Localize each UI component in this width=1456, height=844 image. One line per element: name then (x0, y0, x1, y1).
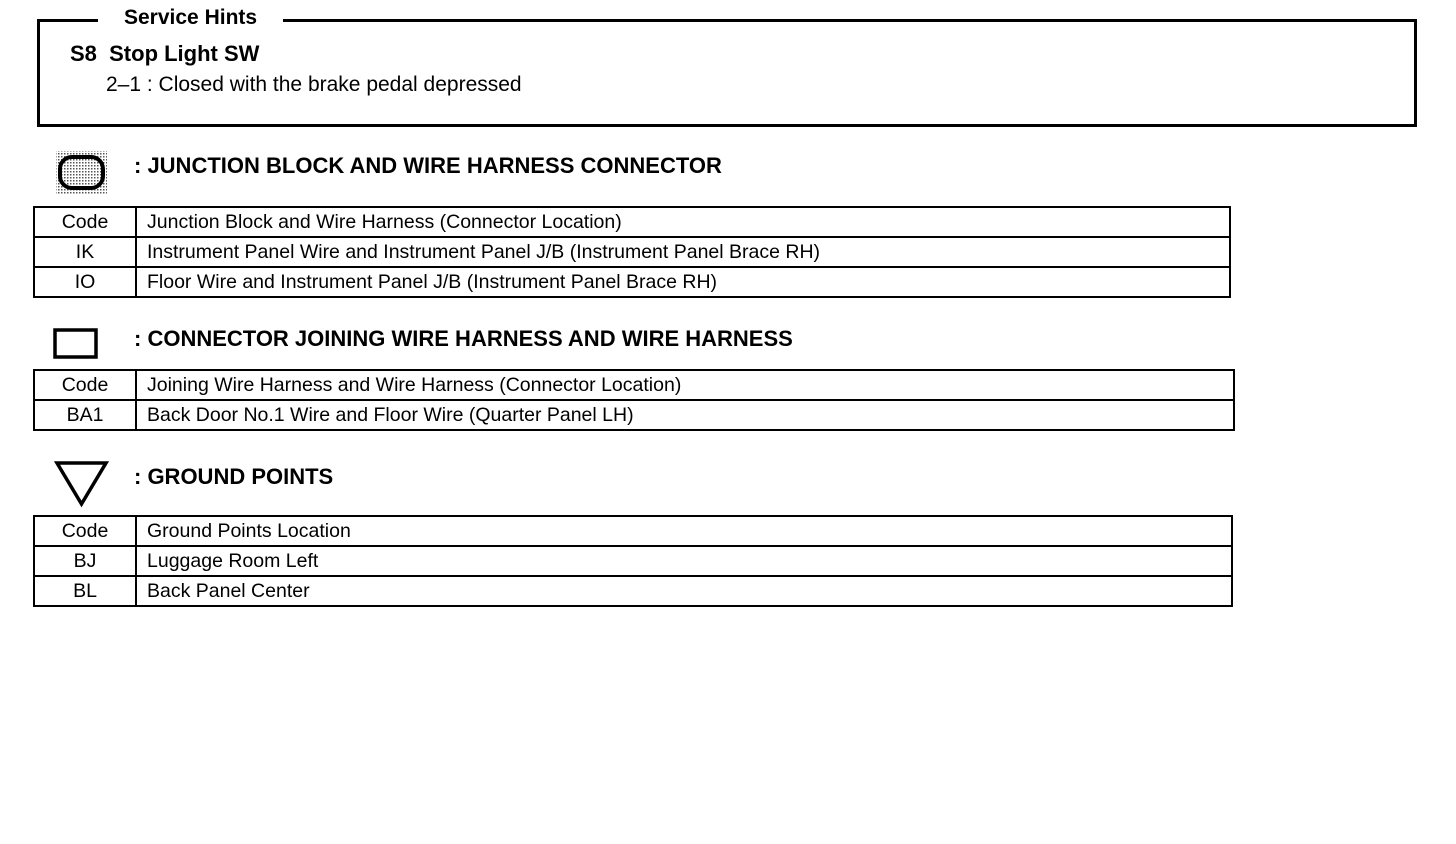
code-header: Code (34, 516, 136, 546)
table-header-row (34, 516, 1232, 546)
junction-section-heading: : JUNCTION BLOCK AND WIRE HARNESS CONNECTOR (134, 153, 722, 178)
row-code: IK (34, 237, 136, 267)
row-location: Back Panel Center (136, 576, 1232, 606)
row-code: BA1 (34, 400, 136, 430)
row-location: Floor Wire and Instrument Panel J/B (Instrument Panel Brace RH) (136, 267, 1230, 297)
row-code: BL (34, 576, 136, 606)
row-location: Luggage Room Left (136, 546, 1232, 576)
table-row (34, 237, 1230, 267)
joining-table (33, 369, 1235, 431)
code-header: Code (34, 370, 136, 400)
location-header: Junction Block and Wire Harness (Connector Location) (136, 207, 1230, 237)
junction-table (33, 206, 1231, 298)
row-location: Instrument Panel Wire and Instrument Panel J/B (Instrument Panel Brace RH) (136, 237, 1230, 267)
rectangle-icon (53, 328, 99, 360)
location-header: Joining Wire Harness and Wire Harness (Connector Location) (136, 370, 1234, 400)
table-row (34, 546, 1232, 576)
location-header: Ground Points Location (136, 516, 1232, 546)
ground-table (33, 515, 1233, 607)
service-hints-line: 2–1 : Closed with the brake pedal depressed (106, 73, 522, 96)
service-hints-title: Service Hints (98, 4, 283, 32)
table-header-row (34, 207, 1230, 237)
table-row (34, 400, 1234, 430)
row-code: IO (34, 267, 136, 297)
service-hints-device: S8 Stop Light SW (70, 41, 260, 66)
row-code: BJ (34, 546, 136, 576)
table-row (34, 576, 1232, 606)
inverted-triangle-icon (54, 460, 110, 508)
junction-connector-icon (55, 150, 109, 196)
row-location: Back Door No.1 Wire and Floor Wire (Quarter Panel LH) (136, 400, 1234, 430)
ground-section-heading: : GROUND POINTS (134, 464, 334, 489)
joining-section-heading: : CONNECTOR JOINING WIRE HARNESS AND WIRE HARNESS (134, 326, 793, 351)
table-row (34, 267, 1230, 297)
table-header-row (34, 370, 1234, 400)
code-header: Code (34, 207, 136, 237)
